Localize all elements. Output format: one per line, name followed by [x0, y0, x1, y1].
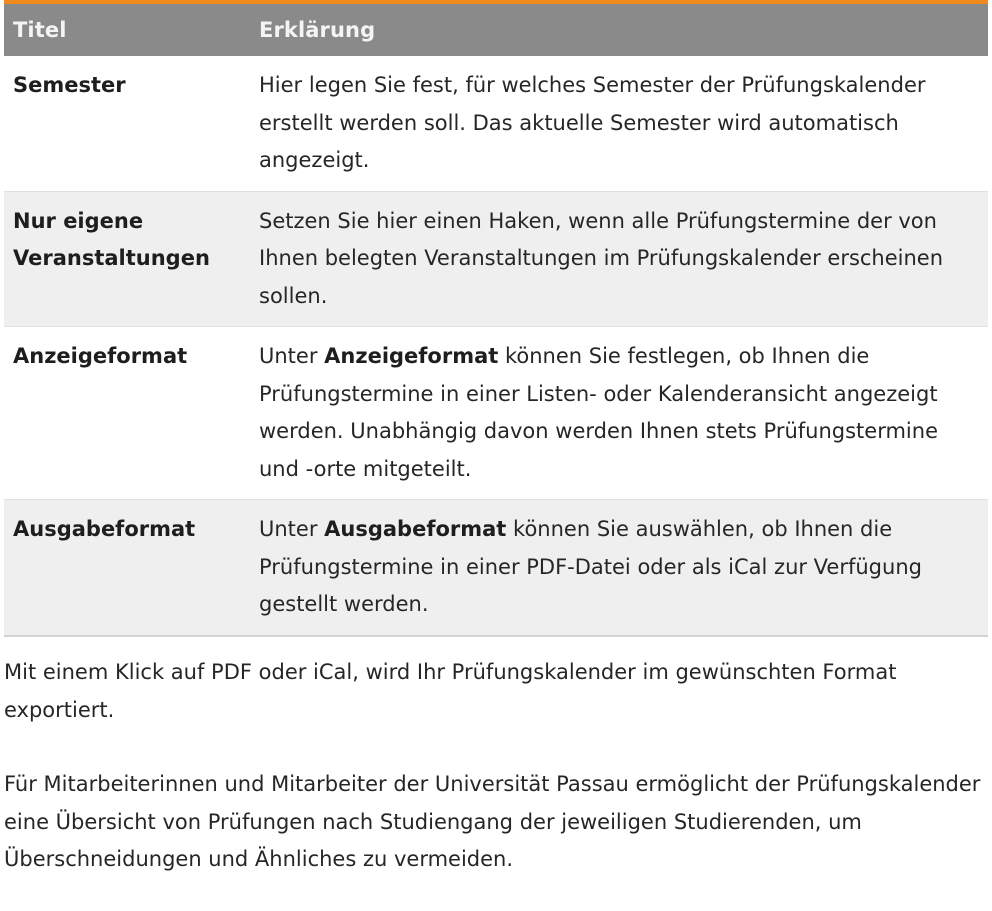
row-title [4, 191, 250, 327]
explanation-text: Setzen Sie hier einen Haken, wenn alle Prüfungstermine der von Ihnen belegten Veranstaltungen im Prüfungskalender erscheinen sollen. [259, 208, 944, 308]
row-title: Anzeigeformat [4, 327, 250, 500]
table-row-display-format [4, 327, 988, 500]
explanation-text: Unter [259, 344, 325, 368]
row-title-line: Nur eigene [13, 208, 144, 233]
explanation-text: können Sie auswählen, ob Ihnen die Prüfungstermine in einer PDF-Datei oder als iCal zur Verfügung gestellt werden. [259, 517, 922, 616]
row-explanation [250, 500, 988, 636]
row-explanation [250, 327, 988, 500]
row-title: Semester [4, 56, 250, 191]
explanation-text: Unter [259, 517, 325, 541]
explanation-keyword: Ausgabeformat [324, 517, 507, 541]
row-explanation [250, 56, 988, 191]
export-info-paragraph: Mit einem Klick auf PDF oder iCal, wird Ihr Prüfungskalender im gewünschten Format exportiert. [4, 660, 897, 722]
table-header-row [4, 2, 988, 56]
explanation-text: Hier legen Sie fest, für welches Semester der Prüfungskalender erstellt werden soll. Das aktuelle Semester wird automatisch angezeigt. [259, 73, 926, 172]
column-header-title: Titel [4, 2, 250, 56]
row-explanation [250, 191, 988, 327]
table-row-semester [4, 56, 988, 191]
explanation-text: können Sie festlegen, ob Ihnen die Prüfungstermine in einer Listen- oder Kalenderansicht angezeigt werden. Unabhängig davon werden Ihnen stets Prüfungstermine und -orte mitgeteilt. [259, 344, 938, 481]
row-title: Ausgabeformat [4, 500, 250, 636]
staff-info-paragraph: Für Mitarbeiterinnen und Mitarbeiter der Universität Passau ermöglicht der Prüfungskalender eine Übersicht von Prüfungen nach Studiengang der jeweiligen Studierenden, um Überschneidungen und Ähnliches zu vermeiden. [4, 772, 981, 871]
table-row-own-courses [4, 191, 988, 327]
explanation-keyword: Anzeigeformat [324, 344, 499, 368]
table-row-output-format [4, 500, 988, 636]
column-header-explanation: Erklärung [250, 2, 988, 56]
row-title-line: Veranstaltungen [13, 246, 210, 270]
settings-explanation-table [4, 0, 988, 637]
